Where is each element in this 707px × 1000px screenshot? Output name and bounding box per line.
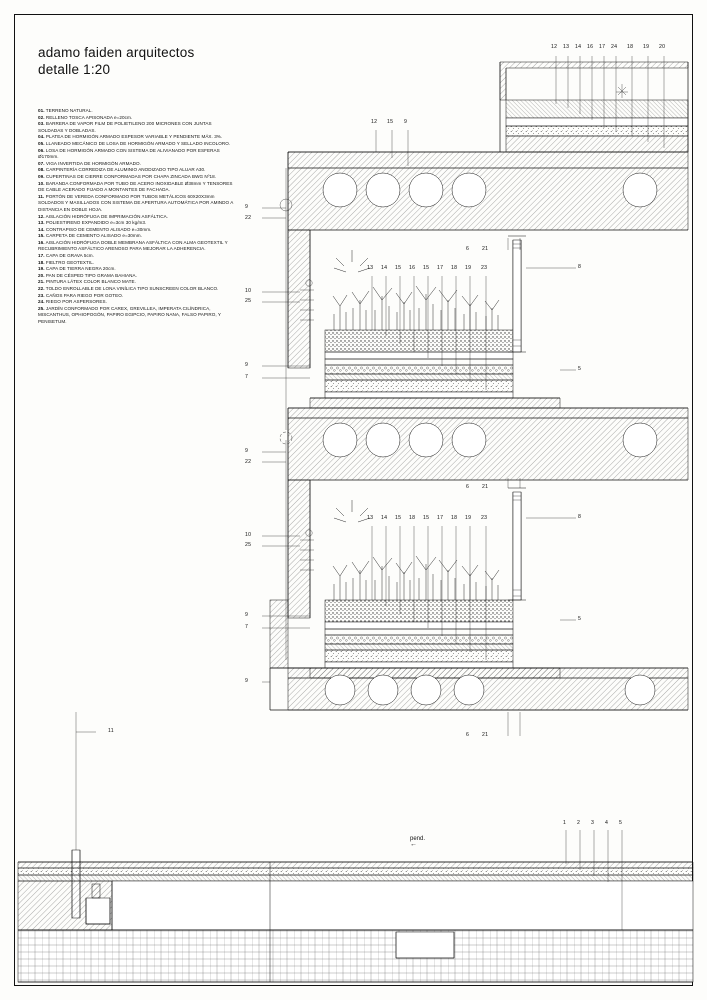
legend-item: 07. VIGA INVERTIDA DE HORMIGÓN ARMADO. <box>38 160 141 166</box>
legend-item: 16. AISLACIÓN HIDRÓFUGA DOBLE MEMBRANA ASFÁLTICA CON ALMA GEOTEXTIL Y RECUBRIMIENTO ASFÁLTICO ARENOSO PARA MEJORAR LA ADHERENCIA. <box>38 239 228 252</box>
legend-item: 19. CAPA DE TIERRA NEGRA 20cm. <box>38 266 116 272</box>
callout-found-5: 5 <box>619 820 623 826</box>
callout-gu-13: 13 <box>367 265 374 271</box>
callout-gate-11: 11 <box>108 728 114 734</box>
callout-gl-13: 13 <box>367 515 374 521</box>
callout-left-25b: 25 <box>245 542 252 548</box>
legend-item: 20. PAN DE CÉSPED TIPO GRAMA BAHIANA. <box>38 272 137 278</box>
callout-pair-6a: 6 <box>466 246 470 252</box>
callout-left-10a: 10 <box>245 288 252 294</box>
callout-gl-15b: 15 <box>423 515 430 521</box>
callout-left-9a: 9 <box>245 204 249 210</box>
legend-item: 13. POLIESTIRENO EXPANDIDO e=3cm 30 kg/m3. <box>38 220 147 226</box>
callout-left-9c: 9 <box>245 448 249 454</box>
legend-item: 05. LLANEADO MECÁNICO DE LOSA DE HORMIGÓN ARMADO Y SELLADO INCOLORO. <box>38 140 231 146</box>
callout-gu-16: 16 <box>409 265 416 271</box>
callout-left-9d: 9 <box>245 612 249 618</box>
legend-item: 04. PLATEA DE HORMIGÓN ARMADO ESPESOR VARIABLE Y PENDIENTE MÁX. 3%. <box>38 134 223 140</box>
slope-arrow-icon: ← <box>410 841 417 848</box>
callout-roof-20: 20 <box>659 44 666 50</box>
callout-roof-18: 18 <box>627 44 634 50</box>
legend-item: 06. LOSA DE HORMIGÓN ARMADO CON SISTEMA DE ALIVIANADO POR ESFERAS Ø170mm. <box>38 147 220 160</box>
callout-pair-21a: 21 <box>482 246 489 252</box>
callout-roof-12: 12 <box>551 44 558 50</box>
legend-item: 01. TERRENO NATURAL. <box>38 108 93 113</box>
legend-item: 11. PORTÓN DE VEREDA CONFORMADO POR TUBOS METÁLICOS 60X20X3mm SOLDADOS Y MASILLADOS CON SISTEMA DE APERTURA AUTOMÁTICA POR AMINDO A DISTANCIA EN DOBLE HOJA. <box>38 193 234 212</box>
callout-right-8a: 8 <box>578 264 582 270</box>
callout-found-1: 1 <box>563 820 567 826</box>
callout-gu-18: 18 <box>451 265 458 271</box>
callout-gu-17: 17 <box>437 265 444 271</box>
callout-gu-23: 23 <box>481 265 488 271</box>
callout-left-9e: 9 <box>245 678 249 684</box>
legend-item: 18. FIELTRO GEOTEXTIL. <box>38 259 95 265</box>
callout-left-7a: 7 <box>245 374 249 380</box>
callout-right-8b: 8 <box>578 514 582 520</box>
callout-gu-15b: 15 <box>423 265 430 271</box>
callout-gu-19: 19 <box>465 265 472 271</box>
callout-left-25a: 25 <box>245 298 252 304</box>
legend-item: 12. AISLACIÓN HIDRÓFUGA DE IMPRIMACIÓN ASFÁLTICA. <box>38 213 169 219</box>
callout-left-9b: 9 <box>245 362 249 368</box>
callout-pair-6c: 6 <box>466 732 470 738</box>
legend-item: 22. TOLDO ENROLLABLE DE LONA VINÍLICA TIPO SUNSCREEN COLOR BLANCO. <box>38 286 219 292</box>
callout-gl-18b: 18 <box>451 515 458 521</box>
drawing-title: detalle 1:20 <box>38 62 111 77</box>
callout-upper-12: 12 <box>371 119 378 125</box>
callout-gl-14: 14 <box>381 515 388 521</box>
legend-item: 17. CAPA DE GRAVA 5cm. <box>38 253 94 259</box>
callout-pair-6b: 6 <box>466 484 470 490</box>
legend-item: 10. BARANDA CONFORMADA POR TUBO DE ACERO INOXIDABLE Ø38mm Y TENSORES DE CABLE ACERADO FIJADO A MONTANTES DE FACHADA. <box>38 180 233 193</box>
legend-item: 23. CAÑOS PARA RIEGO POR GOTEO. <box>38 292 124 298</box>
callout-roof-14: 14 <box>575 44 582 50</box>
callout-found-4: 4 <box>605 820 609 826</box>
callout-gl-19: 19 <box>465 515 472 521</box>
callout-right-5a: 5 <box>578 366 582 372</box>
callout-gl-23: 23 <box>481 515 488 521</box>
callout-roof-24: 24 <box>611 44 618 50</box>
callout-gl-17: 17 <box>437 515 444 521</box>
legend-item: 03. BARRERA DE VAPOR FILM DE POLIETILENO 200 MICRONES CON JUNTAS SOLDADAS Y DOBLADAS. <box>38 121 212 133</box>
callout-gl-18: 18 <box>409 515 416 521</box>
callout-found-2: 2 <box>577 820 581 826</box>
callout-left-10b: 10 <box>245 532 252 538</box>
callout-roof-13: 13 <box>563 44 570 50</box>
callout-roof-19: 19 <box>643 44 650 50</box>
callout-gu-14: 14 <box>381 265 388 271</box>
slope-annotation <box>410 836 425 848</box>
callout-left-22b: 22 <box>245 459 252 465</box>
legend-item: 09. CUPERTINAS DE CIERRE CONFORMADAS POR CHAPA ZINCADA BWG Nº18. <box>38 173 217 179</box>
callout-upper-15: 15 <box>387 119 394 125</box>
callout-left-7b: 7 <box>245 624 249 630</box>
callout-roof-17: 17 <box>599 44 606 50</box>
legend-item: 24. RIEGO POR ASPERSORES. <box>38 299 107 305</box>
callout-upper-9: 9 <box>404 119 408 125</box>
callout-gu-15: 15 <box>395 265 402 271</box>
callout-pair-21b: 21 <box>482 484 489 490</box>
legend-item: 21. PINTURA LÁTEX COLOR BLANCO MATE. <box>38 279 136 285</box>
legend-item: 08. CARPINTERÍA CORREDIZA DE ALUMINIO ANODIZADO TIPO ALUAR A30. <box>38 167 206 173</box>
legend-item: 14. CONTRAPISO DE CEMENTO ALISADO e=30mm. <box>38 226 152 232</box>
legend-item: 02. RELLENO TOSCA APISONADA e=20cm. <box>38 114 133 120</box>
callout-right-5b: 5 <box>578 616 582 622</box>
slope-label: pend. <box>410 836 426 842</box>
callout-pair-21c: 21 <box>482 732 489 738</box>
legend-item: 25. JARDÍN CONFORMADO POR CAREX, GREVILLEA, IMPERATA CILÍNDRICA, MISCANTHUS, OPHIOPOGÓN, PAPIRO EGIPCIO, PAPIRO NANA, FALSO PAPIRO, Y PENISETUM. <box>38 305 221 324</box>
legend-item: 15. CARPETA DE CEMENTO ALISADO e=30mm. <box>38 233 142 239</box>
callout-found-3: 3 <box>591 820 595 826</box>
callout-roof-16: 16 <box>587 44 594 50</box>
callout-gl-15: 15 <box>395 515 402 521</box>
studio-name: adamo faiden arquitectos <box>38 45 195 60</box>
callout-left-22a: 22 <box>245 215 252 221</box>
